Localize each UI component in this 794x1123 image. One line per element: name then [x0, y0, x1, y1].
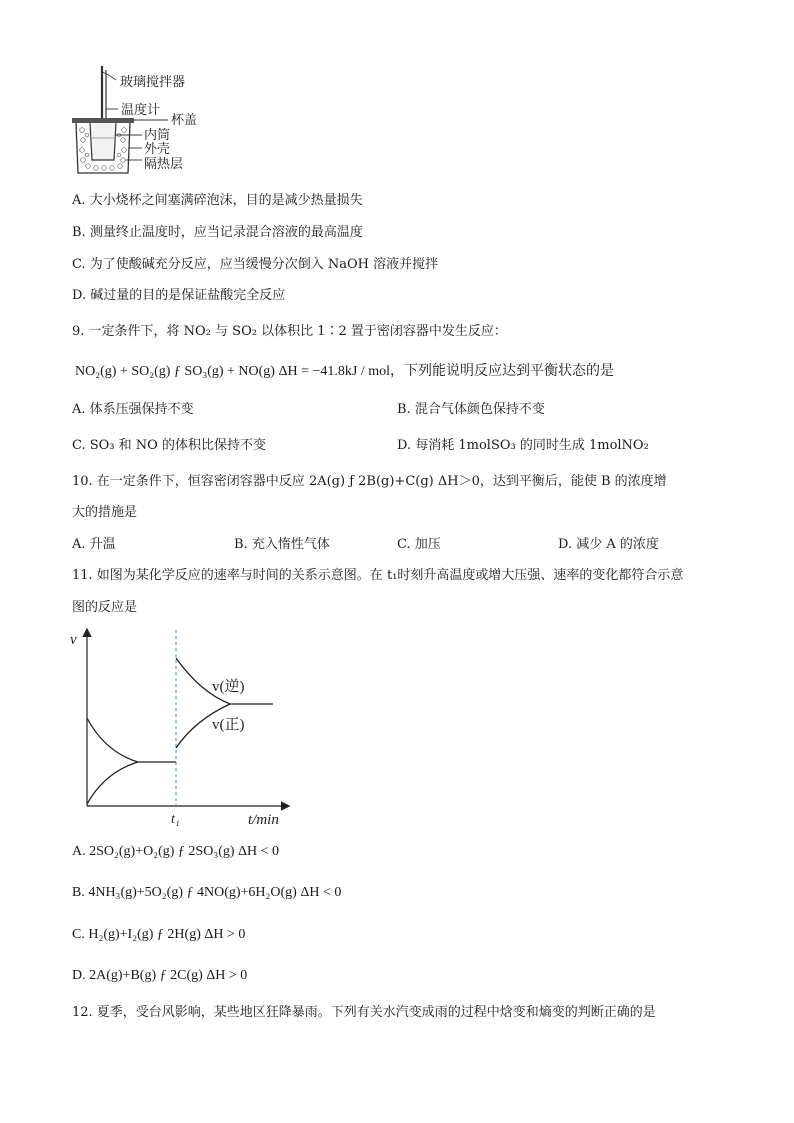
series-label-forward: v(正) [212, 717, 245, 733]
label-outer-shell: 外壳 [144, 141, 171, 156]
q11-option-b: B. 4NH₃(g)+5O₂(g) ƒ 4NO(g)+6H₂O(g) ΔH < 0 [72, 885, 342, 900]
inner-cup-shape [90, 123, 116, 160]
y-axis-label: v [70, 632, 77, 648]
q10-stem-line1: 10. 在一定条件下，恒容密闭容器中反应 2A(g) ƒ 2B(g)+C(g) ΔH＞0，达到平衡后，能使 B 的浓度增 [72, 474, 667, 489]
x-tick-t1: t₁ [171, 812, 180, 827]
q8-option-b: B. 测量终止温度时，应当记录混合溶液的最高温度 [72, 225, 363, 240]
series-layer [87, 658, 273, 804]
q10-option-d: D. 减少 A 的浓度 [558, 537, 659, 552]
lid-shape [72, 118, 134, 123]
series-forward-before [87, 718, 176, 762]
series-label-reverse: v(逆) [212, 679, 245, 695]
q11-option-a: A. 2SO₂(g)+O₂(g) ƒ 2SO₃(g) ΔH < 0 [72, 844, 280, 859]
q9-option-a: A. 体系压强保持不变 [72, 402, 194, 417]
q9-equation: NO₂(g) + SO₂(g) ƒ SO₃(g) + NO(g) ΔH = −41.8kJ / mol，下列能说明反应达到平衡状态的是 [75, 364, 614, 379]
q10-option-b: B. 充入惰性气体 [234, 537, 330, 552]
label-insulation: 隔热层 [144, 156, 184, 171]
q9-option-c: C. SO₃ 和 NO 的体积比保持不变 [72, 438, 266, 453]
label-lid: 杯盖 [171, 112, 198, 127]
q12-stem: 12. 夏季，受台风影响，某些地区狂降暴雨。下列有关水汽变成雨的过程中焓变和熵变的判断正确的是 [72, 1005, 656, 1020]
q8-option-d: D. 碱过量的目的是保证盐酸完全反应 [72, 288, 286, 303]
q9-stem: 9. 一定条件下，将 NO₂ 与 SO₂ 以体积比 1∶2 置于密闭容器中发生反应： [72, 324, 507, 339]
q8-option-a: A. 大小烧杯之间塞满碎泡沫，目的是减少热量损失 [72, 193, 363, 208]
q9-option-d: D. 每消耗 1molSO₃ 的同时生成 1molNO₂ [397, 438, 649, 453]
q10-option-c: C. 加压 [397, 537, 441, 552]
series-reverse-before [87, 762, 138, 804]
q11-option-d: D. 2A(g)+B(g) ƒ 2C(g) ΔH > 0 [72, 968, 248, 983]
q9-option-b: B. 混合气体颜色保持不变 [397, 402, 545, 417]
x-axis-label: t/min [248, 812, 279, 828]
label-inner-cup: 内筒 [144, 127, 171, 142]
q11-option-c: C. H₂(g)+I₂(g) ƒ 2H(g) ΔH > 0 [72, 927, 246, 942]
q11-stem-line1: 11. 如图为某化学反应的速率与时间的关系示意图。在 t₁时刻升高温度或增大压强、速率的变化都符合示意 [72, 568, 684, 583]
label-thermometer: 温度计 [121, 102, 161, 117]
q10-option-a: A. 升温 [72, 537, 116, 552]
q11-stem-line2: 图的反应是 [72, 600, 138, 615]
rate-time-chart [60, 622, 300, 832]
q10-stem-line2: 大的措施是 [72, 505, 138, 520]
calorimeter-figure [68, 60, 228, 178]
label-stirrer: 玻璃搅拌器 [120, 74, 186, 89]
q8-option-c: C. 为了使酸碱充分反应，应当缓慢分次倒入 NaOH 溶液并搅拌 [72, 257, 439, 272]
